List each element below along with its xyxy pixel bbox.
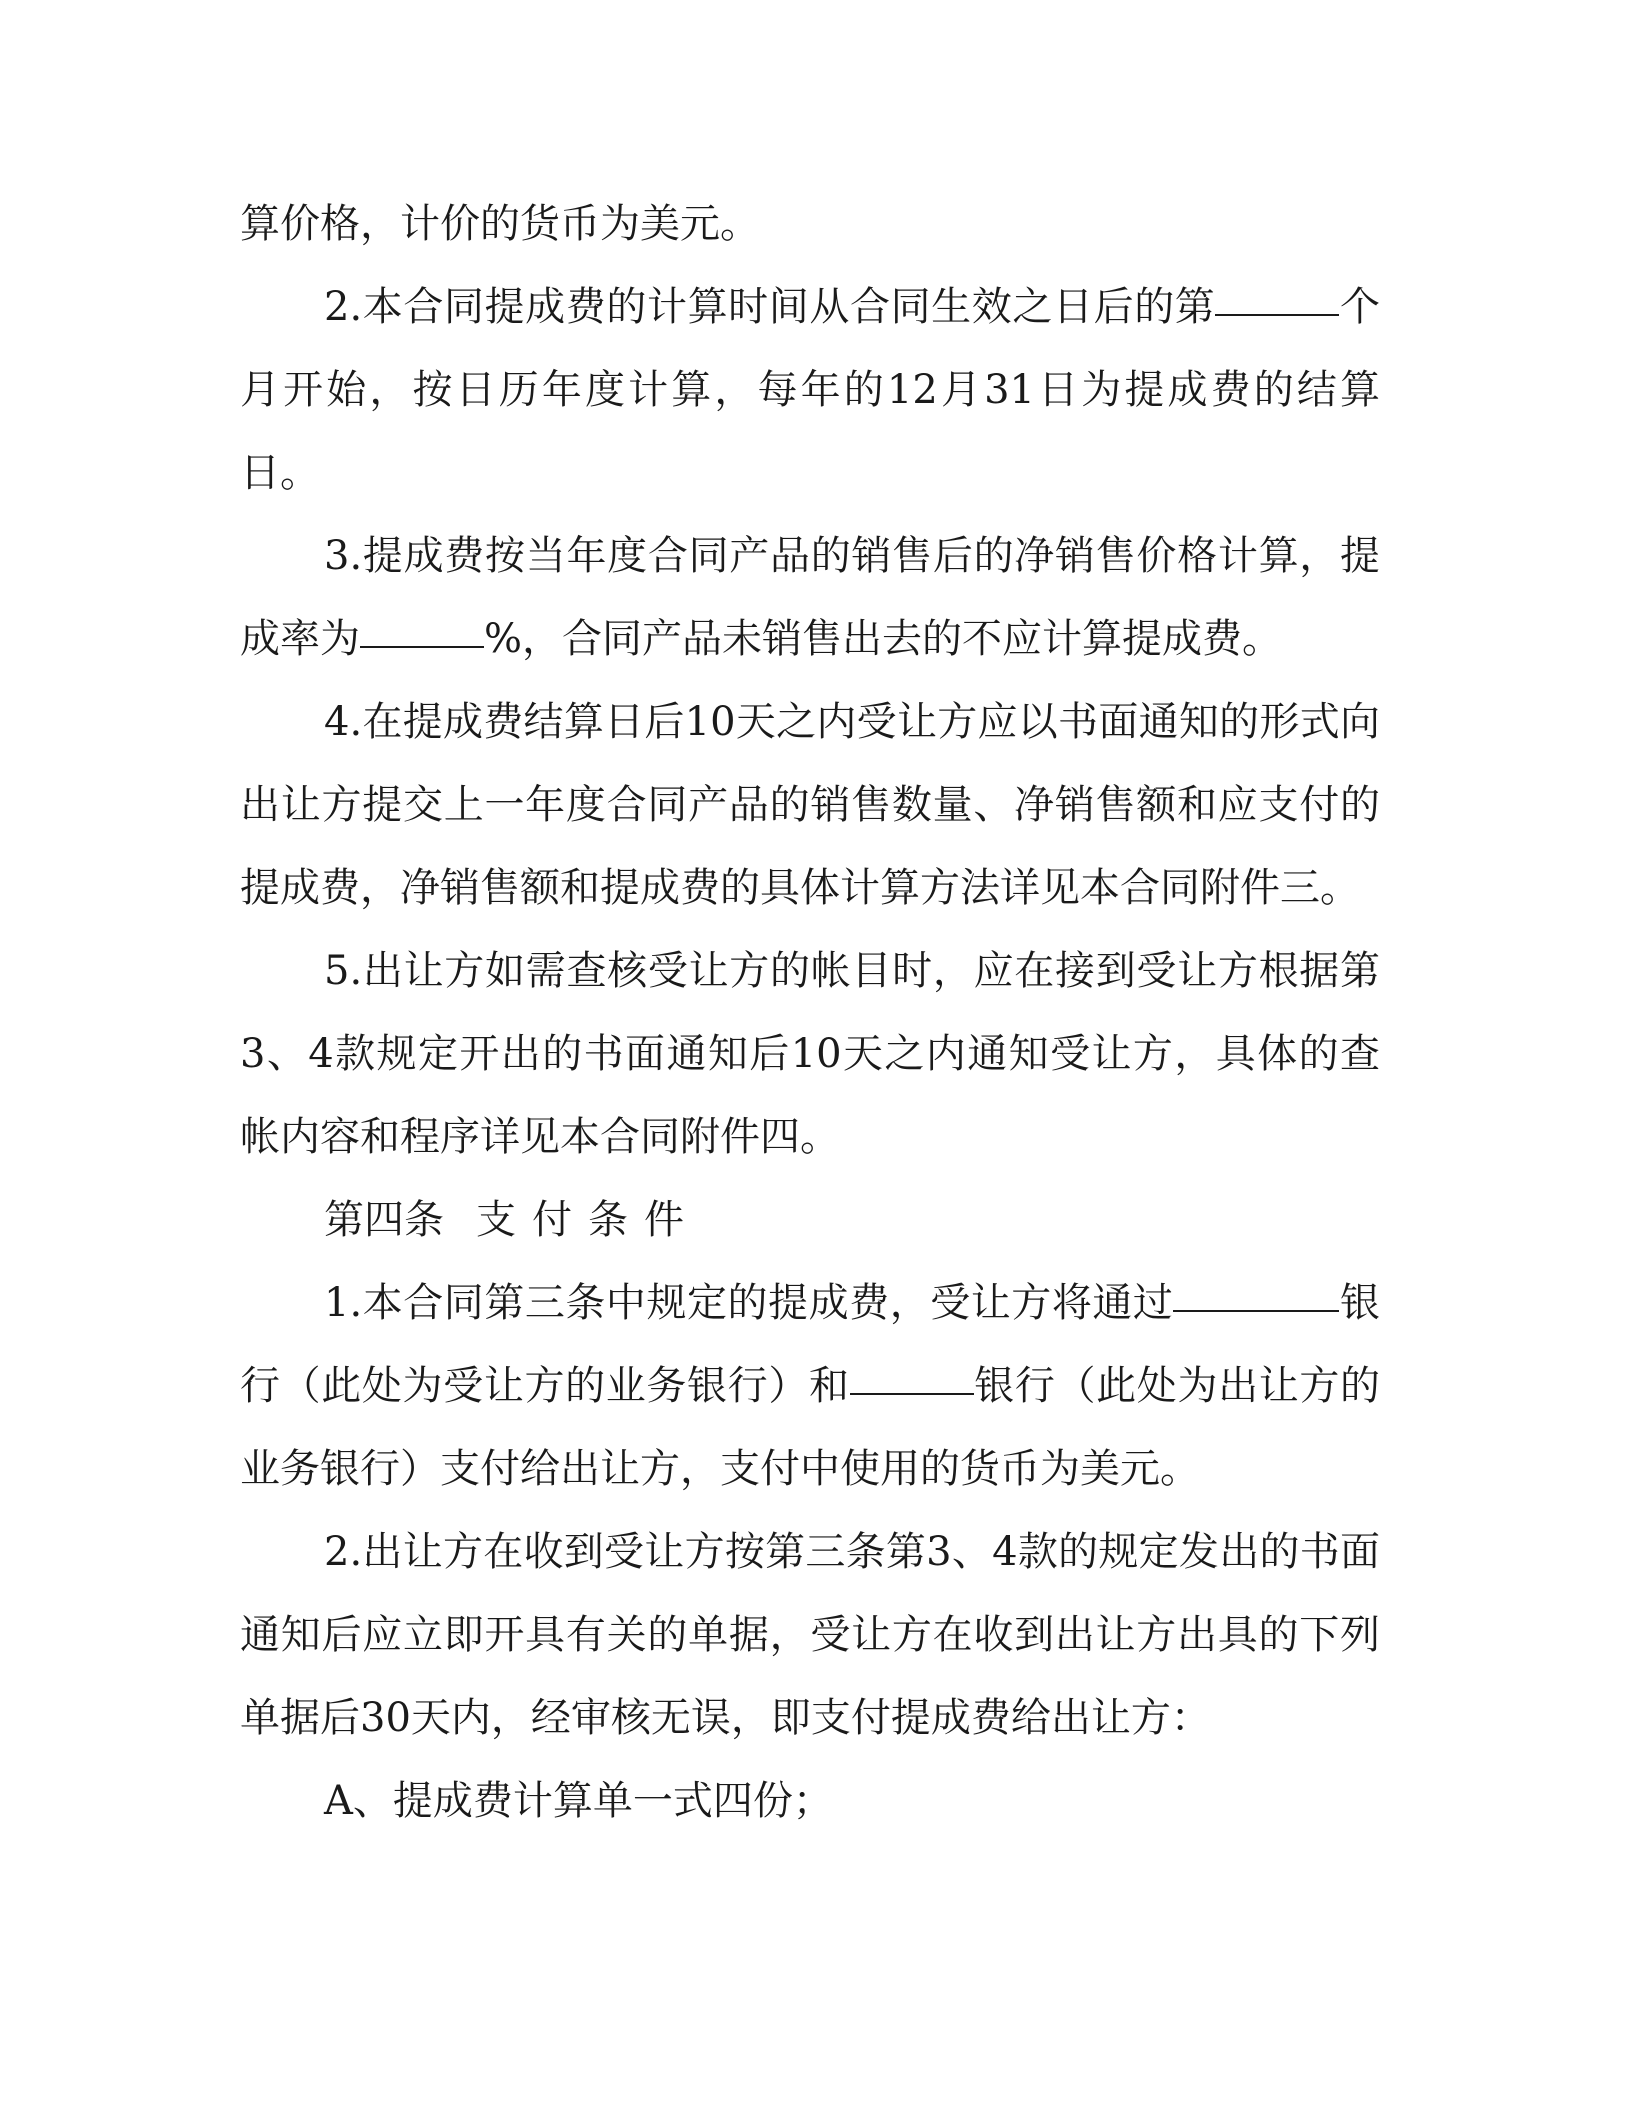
paragraph-continuation (240, 183, 1380, 266)
paragraph-text: 算价格，计价的货币为美元。 (240, 201, 760, 247)
paragraph-clause-4 (240, 681, 1380, 930)
paragraph-text: 5.出让方如需查核受让方的帐目时，应在接到受让方根据第3、4款规定开出的书面通知后10天之内通知受让方，具体的查帐内容和程序详见本合同附件四。 (240, 948, 1380, 1160)
paragraph-clause-5 (240, 930, 1380, 1179)
document-body (240, 183, 1380, 1843)
section-heading (240, 1179, 1380, 1262)
paragraph-clause-2 (240, 266, 1380, 515)
paragraph-text: 4.在提成费结算日后10天之内受让方应以书面通知的形式向出让方提交上一年度合同产品的销售数量、净销售额和应支付的提成费，净销售额和提成费的具体计算方法详见本合同附件三。 (240, 699, 1380, 911)
paragraph-text: A、提成费计算单一式四份； (324, 1778, 833, 1824)
paragraph-text: 2.本合同提成费的计算时间从合同生效之日后的第 (324, 284, 1216, 330)
paragraph-text: 银行（此处为受让方的业务银行）和 (240, 1280, 1381, 1409)
paragraph-clause-3 (240, 515, 1380, 681)
paragraph-text: 2.出让方在收到受让方按第三条第3、4款的规定发出的书面通知后应立即开具有关的单据，受让方在收到出让方出具的下列单据后30天内，经审核无误，即支付提成费给出让方： (240, 1529, 1380, 1741)
heading-char: 支 (476, 1197, 516, 1243)
paragraph-text: 银行（此处为出让方的业务银行）支付给出让方，支付中使用的货币为美元。 (240, 1363, 1381, 1492)
paragraph-text: 1.本合同第三条中规定的提成费，受让方将通过 (324, 1280, 1174, 1326)
fill-in-blank-rate[interactable] (360, 606, 484, 648)
paragraph-list-item-a (240, 1760, 1380, 1843)
paragraph-text: 个月开始，按日历年度计算，每年的12月31日为提成费的结算日。 (240, 284, 1380, 496)
fill-in-blank-months[interactable] (1215, 274, 1339, 316)
heading-char: 条 (588, 1197, 628, 1243)
heading-char: 付 (532, 1197, 572, 1243)
heading-char: 件 (644, 1197, 684, 1243)
heading-article: 第四条 (324, 1197, 444, 1243)
fill-in-blank-licensor-bank[interactable] (850, 1353, 974, 1395)
paragraph-payment-2 (240, 1511, 1380, 1760)
paragraph-text: %，合同产品未销售出去的不应计算提成费。 (484, 616, 1283, 662)
paragraph-text: 3.提成费按当年度合同产品的销售后的净销售价格计算，提成率为 (240, 533, 1380, 662)
paragraph-payment-1 (240, 1262, 1380, 1511)
fill-in-blank-licensee-bank[interactable] (1173, 1270, 1339, 1312)
